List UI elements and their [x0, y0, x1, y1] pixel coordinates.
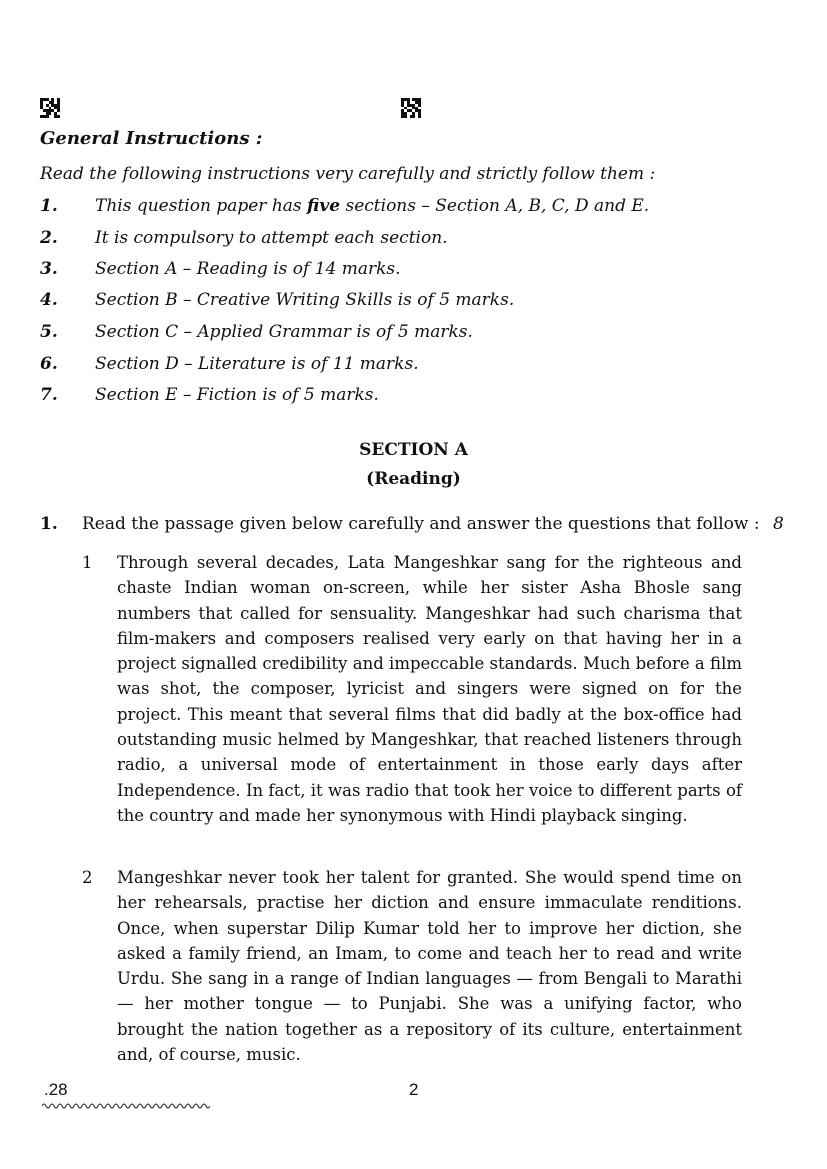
instruction-emphasis: five	[307, 196, 341, 216]
instruction-item	[40, 385, 379, 405]
paper-code: .28	[44, 1080, 68, 1099]
instruction-number: 1.	[40, 196, 58, 216]
paragraph-number: 1	[82, 553, 93, 572]
instruction-item	[40, 228, 448, 248]
qr-code-left	[40, 98, 60, 118]
instruction-item	[40, 259, 401, 279]
instruction-text: It is compulsory to attempt each section.	[95, 228, 448, 248]
question-marks: 8	[773, 514, 784, 534]
instruction-text: Section D – Literature is of 11 marks.	[95, 354, 419, 374]
question-number: 1.	[40, 514, 58, 534]
qr-code-center	[401, 98, 421, 118]
passage-paragraph: Through several decades, Lata Mangeshkar sang for the righteous and chaste Indian woman on-screen, while her sister Asha Bhosle sang numbers that called for sensuality. Mangeshkar had such charisma that film-makers and composers realised very early on that having her in a project signalled credibility and impeccable standards. Much before a film was shot, the composer, lyricist and singers were signed on for the project. This meant that several films that did badly at the box-office had outstanding music helmed by Mangeshkar, that reached listeners through radio, a universal mode of entertainment in those early days after Independence. In fact, it was radio that took her voice to different parts of the country and made her synonymous with Hindi playback singing.	[117, 553, 742, 825]
section-title: SECTION A	[359, 440, 468, 460]
question-text: Read the passage given below carefully and answer the questions that follow :	[82, 514, 760, 534]
section-subtitle: (Reading)	[366, 469, 461, 489]
instruction-text: Section A – Reading is of 14 marks.	[95, 259, 401, 279]
instruction-item	[40, 290, 514, 310]
instruction-text: Section E – Fiction is of 5 marks.	[95, 385, 379, 405]
instruction-item	[40, 196, 649, 216]
instruction-number: 3.	[40, 259, 58, 279]
instruction-text: Section C – Applied Grammar is of 5 marks.	[95, 322, 473, 342]
instruction-number: 6.	[40, 354, 58, 374]
instruction-text-end: sections – Section A, B, C, D and E.	[340, 196, 650, 216]
instruction-text: Section B – Creative Writing Skills is of 5 marks.	[95, 290, 515, 310]
instruction-number: 2.	[40, 228, 58, 248]
passage-paragraph: Mangeshkar never took her talent for granted. She would spend time on her rehearsals, practise her diction and ensure immaculate renditions. Once, when superstar Dilip Kumar told her to improve her diction, she asked a family friend, an Imam, to come and teach her to read and write Urdu. She sang in a range of Indian languages — from Bengali to Marathi — her mother tongue — to Punjabi. She was a unifying factor, who brought the nation together as a repository of its culture, entertainment and, of course, music.	[117, 868, 742, 1065]
instruction-item	[40, 322, 473, 342]
instruction-number: 4.	[40, 290, 58, 310]
general-instructions-title: General Instructions :	[40, 128, 263, 149]
paragraph-number: 2	[82, 868, 93, 887]
general-instructions-lead: Read the following instructions very carefully and strictly follow them :	[40, 164, 656, 184]
instruction-number: 5.	[40, 322, 58, 342]
page-number: 2	[409, 1080, 419, 1099]
instruction-item	[40, 354, 419, 374]
instruction-number: 7.	[40, 385, 58, 405]
wavy-underline	[42, 1102, 210, 1110]
instruction-text: This question paper has	[95, 196, 308, 216]
